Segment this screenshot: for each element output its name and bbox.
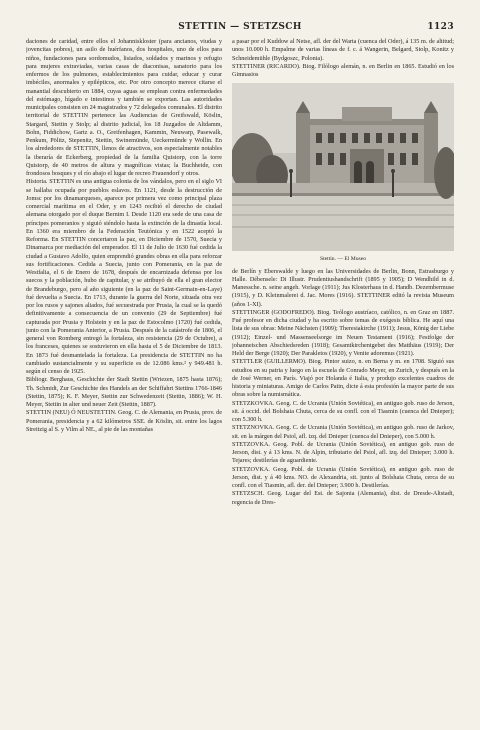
left-paragraph-history: Historia. STETTIN es una antigua colonia de los vándalos, pero en el siglo VI se hallaba ocupada por pueblos eslavos. En 1121, desde la destrucción de Jomsc por los dinamarqueses, aparece por primera vez como principal plaza comercial marítima en el Oder, y en 1243 recibió el derecho de ciudad alemana otorgado por el duque Bernim I. Desde 1120 era sede de una casa de príncipes pomeranios y siguió siéndolo hasta la extinción de la dinastía local. En 1360 era miembro de la Federación Teutónica y en 1522 aceptó la Reforma. En STETTIN concertaron la paz, en Diciembre de 1570, Suecia y Dinamarca por mediación del emperador. El 11 de Julio de 1630 fué cedida la ciudad a Gustavo Adolfo, quien emprendió grandes obras en ella para reforzar sus fortificaciones. Cedida a Suecia, junto con Pomerania, en la paz de Westfalia, el 6 de Enero de 1678, después de encarnizada defensa por los suecos y la población, hubo de capitular, y se atribuyó de ella el gran elector de Brandeburgo, pero al año siguiente (en la paz de Saint-Germain-en-Laye) fué devuelta a Suecia. En 1713, durante la guerra del Norte, situada otra vez por los rusos y sajones aliados, fué secuestrada por Prusia, la cual se la quedó definitivamente a consecuencia de un convenio (29 de Septiembre) fué capturada por Prusia y Holstein y en la paz de Estocolmo (1720) fué cedida, junto con la Pomerania Anterior, a Prusia. Después de la catástrofe de 1806, el general von Romberg entregó la fortaleza, sin resistencia (29 de Octubre), a los franceses, quienes se sostuvieron en ella hasta el 5 de Diciembre de 1813. En 1873 fué desmantelada la fortaleza. La presidencia de STETTIN no ha cambiado sustancialmente y su superficie es de 12.086 kms.² y 949.481 h. según el censo de 1925. bbox=[26, 178, 222, 375]
right-paragraph-continuation: a pasar por el Kuddow al Netse, afl. der del Warta (cuenca del Oder), á 135 m. de altitud; unos 10.000 h. Empalme de varias líneas de f. c. á Wangerin, Belgard, Stolp, Konitz y Schneidemühle (Bydgoszc, Polonia). bbox=[232, 38, 454, 62]
left-paragraph-neustettin: STETTIN (NEU) Ó NEUSTETTIN. Geog. C. de Alemania, en Prusia, prov. de Pomerania, presidencia y a 62 kilómetros SSE. de Köslin, sit. entre los lagos Streitzig al S. y Vilm al NE., al pie de las montañas bbox=[26, 409, 222, 433]
left-column bbox=[26, 38, 222, 712]
entry-stetzovka-1: STETZOVKA. Geog. Pobl. de Ucrania (Unión Soviética), en antiguo gob. ruso de Jerson, dist. y á 13 kms. N. de Alpin, tributario del Psiol, afl. izq. del Dnieper; 3.000 h. Tejares; destilerías de aguardiente. bbox=[232, 440, 454, 465]
running-head bbox=[0, 22, 480, 36]
entry-stettinger: STETTINGER (GODOFREDO). Biog. Teólogo austríaco, católico, n. en Graz en 1887. Fué profesor en dicha ciudad y ha escrito sobre temas de exégesis bíblica. He aquí una lista de sus obras: Meine Nächsten (1909); Theresiakirche (1911); Jesus, König der Liebe (1912); Einzel- und Massenseelsorge im Neuen Testament (1916); Festfolge der johanneischen Abschiedsreden (1918); Gesamtkirchentgebet des Matthäus (1919); Der Held der Berge (1920); Der Parakletos (1920), y Venite adoremus (1921). bbox=[232, 308, 454, 357]
entry-stetzsch: STETZSCH. Geog. Lugar del Est. de Sajonia (Alemania), dist. de Dresde-Altstadt, regencia de Dres- bbox=[232, 490, 454, 506]
entry-stetznovka: STETZNOVKA. Geog. C. de Ucrania (Unión Soviética), en antiguo gob. ruso de Jarkov, sit. en la márgen del Psiol, afl. izq. del Dnieper (cuenca del Dnieper), con 5.000 h. bbox=[232, 424, 454, 440]
right-column bbox=[232, 38, 454, 712]
page-number: 1123 bbox=[427, 22, 454, 32]
entry-stettiner-continued: de Berlín y Eberswalde y luego en las Universidades de Berlin, Bonn, Estrasburgo y Halle. Débensele: Di Illustr. Prudentiushandschrift (1895 y 1905); D Wendhild in d. Manessche. n. seine angeh. Vorlage (1911); Jus Klosterhaus in d. Handb. Dezembermuse (1915), y D. Kleinmalerei d. Jac. Mores (1916). STETTINER editó la revista Museum (años 1-XI). bbox=[232, 267, 454, 308]
museum-photograph bbox=[232, 83, 454, 251]
page-header-title: STETTIN — STETZSCH bbox=[178, 22, 302, 32]
figure-caption: Stettin. — El Museo bbox=[320, 256, 366, 263]
museum-photo-svg bbox=[232, 83, 454, 251]
entry-stettler: STETTLER (GUILLERMO). Biog. Pintor suizo, n. en Berna y m. en 1708. Siguió sus estudios en su patria y luego en la escuela de Conrado Meyer, en Zurich, y después en la de José Werner, en París. Viajó por Holanda é Italia, y produjo excelentes cuadros de historia y miniaturas. Amigo de Carlos Patin, dicte á esta profesión la mayor parte de sus obras sobre la numismática. bbox=[232, 358, 454, 399]
entry-stettiner: STETTINER (RICARDO). Biog. Filólogo alemán, n. en Berlin en 1865. Estudió en los Gimnasios bbox=[232, 62, 454, 78]
left-paragraph-bibliography: Bibliogr. Berghaus, Geschichte der Stadt Stettin (Wriezen, 1875 hasta 1876); Th. Schmidt, Zur Geschichte des Handels an der Schiffahrt Stettins 1766-1846 (Stettin, 1875); K. F. Meyer, Stettin zur Schwedenzeit (Stettin, 1886); W. H. Meyer, Stettin in alter und neuer Zeit (Stettin, 1887). bbox=[26, 376, 222, 408]
left-paragraph-1: daciones de caridad, entre ellos el Johanniskloster (para ancianos, viudas y jovencitas pobres), un asilo de huérfanos, dos hospitales, uno de ellos para niños, fundaciones para sordomudos, lisiados, soldados y marinos y refugio para mujeres extraviadas, varias casas de diaconisas, sanatorio para los enfermos de los pulmones, establecimientos para cuidar, educar y curar imbéciles, anormales y epilépticos, etc. Por otro concepto merece citarse el manantial descubierto en 1884, cuyas aguas se emplean contra enfermedades del estómago, hígado e intestinos y también se exportan. Las autoridades municipales consisten en 24 magistrados y 72 delegados comunales. El distrito territorial de STETTIN pertenece las Audiencias de Greifswald, Köslin, Stargard, Stettin y Stolp; al distrito judicial, los 18 Juzgados de Altdamm, Bohn, Fiddichow, Gartz a. O., Greifenhagen, Kammin, Neuwarp, Pasewalk, Penkum, Pölitz, Stepenitz, Stettin, Swinemünde, Ueckermünde y Wollin. En los alrededores de STETTIN, llenos de atractivos, son especialmente notables la iberaría de Eckerberg, propiedad de la familia Quistorp, con la torre Quistorp, de 40 metros de altura y magníficas vistas; la Buchheide, con frondosos bosques y el río abajo el lugar de recreo Frauendorf y otros. bbox=[26, 38, 222, 177]
entry-stetzovka-2: STETZOVKA. Geog. Pobl. de Ucrania (Unión Soviética), en antiguo gob. ruso de Jerson, dist. y á 40 kms. NO. de Alexandria, sit. junto al Bolshaia Chuta, cerca de su confl. con el Tiasmin, afl. der. del Dnieper; 3.900 h. Destilerías. bbox=[232, 465, 454, 489]
entry-stetzkovka: STETZKOVKA. Geog. C. de Ucrania (Unión Soviética), en antiguo gob. ruso de Jerson, sit. á occid. del Bolshaia Chuta, cerca de su confl. con el Tiasmin (cuenca del Dnieper); con 5.300 h. bbox=[232, 399, 454, 423]
